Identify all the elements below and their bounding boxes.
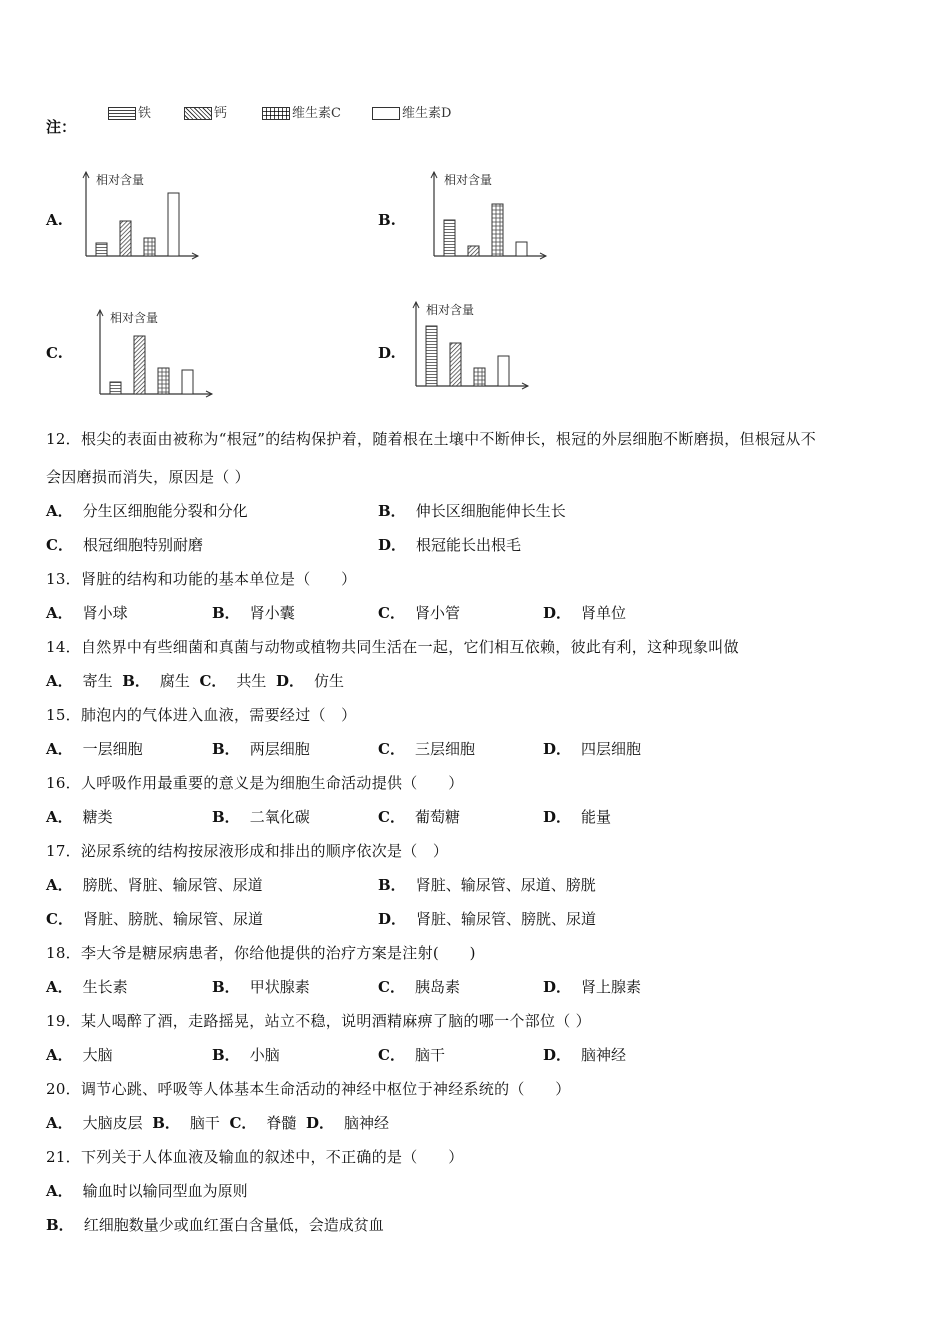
q17-stem: 17．泌尿系统的结构按尿液形成和排出的顺序依次是（ ）	[46, 842, 449, 860]
q17-option-c[interactable]: C． 肾脏、膀胱、输尿管、尿道	[46, 910, 263, 928]
bar-chart-a	[78, 168, 208, 264]
q16-option-c[interactable]: C． 葡萄糖	[378, 808, 460, 826]
q12-option-d[interactable]: D． 根冠能长出根毛	[378, 536, 522, 554]
legend-item-vitamin-c: 维生素C	[262, 102, 341, 121]
bar-horizontal	[110, 382, 121, 394]
bar-diagonal	[120, 221, 131, 256]
q15-option-b[interactable]: B． 两层细胞	[212, 740, 310, 758]
q15-option-c[interactable]: C． 三层细胞	[378, 740, 475, 758]
q13-option-d[interactable]: D． 肾单位	[543, 604, 627, 622]
bar-blank	[498, 356, 509, 386]
q18-option-b[interactable]: B． 甲状腺素	[212, 978, 310, 996]
q18-stem: 18．李大爷是糖尿病患者，你给他提供的治疗方案是注射( )	[46, 944, 476, 962]
q20-option-b[interactable]: B． 脑干	[152, 1114, 220, 1132]
vitamin-d-swatch-icon	[372, 107, 400, 120]
q21-option-a[interactable]: A． 输血时以输同型血为原则	[46, 1182, 248, 1200]
q14-option-a[interactable]: A． 寄生	[46, 672, 113, 690]
q19-option-c[interactable]: C． 脑干	[378, 1046, 445, 1064]
q15-option-a[interactable]: A． 一层细胞	[46, 740, 143, 758]
q17-option-d[interactable]: D． 肾脏、输尿管、膀胱、尿道	[378, 910, 597, 928]
q17-option-a[interactable]: A． 膀胱、肾脏、输尿管、尿道	[46, 876, 263, 894]
bar-diagonal	[468, 246, 479, 256]
q16-option-d[interactable]: D． 能量	[543, 808, 612, 826]
q20-options-line	[46, 1112, 389, 1133]
q14-stem: 14．自然界中有些细菌和真菌与动物或植物共同生活在一起，它们相互依赖，彼此有利，这种现象叫做	[46, 638, 739, 656]
bar-chart-c	[92, 306, 222, 402]
legend-item-calcium: 钙	[184, 102, 227, 121]
bar-chart-d	[408, 298, 538, 394]
q12-option-c[interactable]: C． 根冠细胞特别耐磨	[46, 536, 203, 554]
chart-a-label: A.	[46, 211, 63, 229]
q14-options-line	[46, 670, 344, 691]
q13-option-a[interactable]: A． 肾小球	[46, 604, 128, 622]
q18-option-a[interactable]: A． 生长素	[46, 978, 128, 996]
q20-option-c[interactable]: C． 脊髓	[229, 1114, 297, 1132]
q12-option-b[interactable]: B． 伸长区细胞能伸长生长	[378, 502, 566, 520]
q19-option-d[interactable]: D． 脑神经	[543, 1046, 627, 1064]
y-axis-label: 相对含量	[426, 303, 475, 317]
chart-d-label: D.	[378, 344, 396, 362]
q16-stem: 16．人呼吸作用最重要的意义是为细胞生命活动提供（ ）	[46, 774, 464, 792]
q21-stem: 21．下列关于人体血液及输血的叙述中，不正确的是（ ）	[46, 1148, 464, 1166]
calcium-swatch-icon	[184, 107, 212, 120]
bar-grid	[492, 204, 503, 256]
q14-option-b[interactable]: B． 腐生	[122, 672, 190, 690]
bar-grid	[158, 368, 169, 394]
legend-item-vitamin-d: 维生素D	[372, 102, 451, 121]
q15-stem: 15．肺泡内的气体进入血液，需要经过（ ）	[46, 706, 357, 724]
q13-option-b[interactable]: B． 肾小囊	[212, 604, 295, 622]
q19-option-a[interactable]: A． 大脑	[46, 1046, 113, 1064]
q12-option-a[interactable]: A． 分生区细胞能分裂和分化	[46, 502, 248, 520]
y-axis-label: 相对含量	[444, 173, 493, 187]
q20-stem: 20．调节心跳、呼吸等人体基本生命活动的神经中枢位于神经系统的（ ）	[46, 1080, 571, 1098]
q19-stem: 19．某人喝醉了酒，走路摇晃，站立不稳，说明酒精麻痹了脑的哪一个部位（ ）	[46, 1012, 591, 1030]
q20-option-a[interactable]: A． 大脑皮层	[46, 1114, 143, 1132]
legend-item-iron: 铁	[108, 102, 151, 121]
bar-diagonal	[450, 343, 461, 386]
q18-option-d[interactable]: D． 肾上腺素	[543, 978, 642, 996]
q18-option-c[interactable]: C． 胰岛素	[378, 978, 460, 996]
q14-option-d[interactable]: D． 仿生	[275, 672, 344, 690]
chart-c-label: C.	[46, 344, 63, 362]
q13-option-c[interactable]: C． 肾小管	[378, 604, 460, 622]
bar-blank	[516, 242, 527, 256]
bar-chart-b	[426, 168, 556, 264]
chart-b-label: B.	[378, 211, 396, 229]
q15-option-d[interactable]: D． 四层细胞	[543, 740, 642, 758]
bar-horizontal	[426, 326, 437, 386]
q17-option-b[interactable]: B． 肾脏、输尿管、尿道、膀胱	[378, 876, 596, 894]
q20-option-d[interactable]: D． 脑神经	[305, 1114, 389, 1132]
y-axis-label: 相对含量	[110, 311, 159, 325]
vitamin-c-swatch-icon	[262, 107, 290, 120]
q12-stem-line1: 12．根尖的表面由被称为“根冠”的结构保护着，随着根在土壤中不断伸长，根冠的外层细胞不断磨损，但根冠从不	[46, 430, 817, 448]
bar-blank	[168, 193, 179, 256]
bar-horizontal	[444, 220, 455, 256]
note-label: 注：	[46, 118, 77, 136]
bar-grid	[144, 238, 155, 256]
q13-stem: 13．肾脏的结构和功能的基本单位是（ ）	[46, 570, 357, 588]
y-axis-label: 相对含量	[96, 173, 145, 187]
q16-option-a[interactable]: A． 糖类	[46, 808, 113, 826]
bar-grid	[474, 368, 485, 386]
q12-stem-line2: 会因磨损而消失，原因是（ ）	[46, 468, 250, 486]
q21-option-b[interactable]: B． 红细胞数量少或血红蛋白含量低，会造成贫血	[46, 1216, 384, 1234]
bar-horizontal	[96, 243, 107, 256]
q19-option-b[interactable]: B． 小脑	[212, 1046, 280, 1064]
q14-option-c[interactable]: C． 共生	[199, 672, 267, 690]
iron-swatch-icon	[108, 107, 136, 120]
q16-option-b[interactable]: B． 二氧化碳	[212, 808, 310, 826]
bar-diagonal	[134, 336, 145, 394]
bar-blank	[182, 370, 193, 394]
